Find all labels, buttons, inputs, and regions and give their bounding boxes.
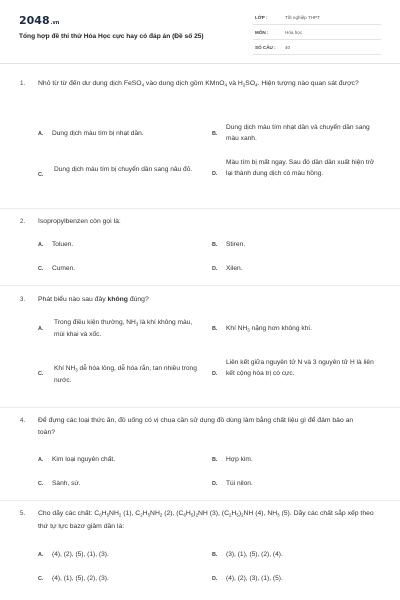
option-letter: D. <box>212 266 218 272</box>
question-number: 1. <box>20 80 26 87</box>
option-letter: A. <box>38 131 44 137</box>
question-divider <box>0 500 400 501</box>
meta-label: LỚP : <box>255 15 268 20</box>
option-text: Trong điều kiện thường, $NH_3$ là khí không màu, mùi khai và xốc. <box>54 319 193 338</box>
option-text: (3), (1), (5), (2), (4). <box>226 551 283 558</box>
meta-value: Hóa học <box>285 30 303 35</box>
option-text: Khí $NH_3$ dễ hóa lỏng, dễ hóa rắn, tan nhiều trong nước. <box>54 365 197 384</box>
option-text: Kim loại nguyên chất. <box>52 456 116 463</box>
option-letter: A. <box>38 552 44 558</box>
option-letter: C. <box>38 576 44 582</box>
question-number: 3. <box>20 296 26 303</box>
question-text: Nhỏ từ từ đến dư dung dịch FeSO$_4$ vào dung dịch gồm KMnO$_4$ và $H_2SO_4$. Hiện tượng nào quan sát được? <box>38 80 359 88</box>
question-divider <box>0 407 400 408</box>
question-divider <box>0 285 400 286</box>
option-letter: B. <box>212 457 218 463</box>
meta-label: SỐ CÂU : <box>255 45 276 50</box>
option-text: Túi nilon. <box>226 480 253 487</box>
option-text: Dung dịch màu tím nhạt dần và chuyển dần sang màu xanh. <box>226 124 370 142</box>
question-text: Isopropylbenzen còn gọi là: <box>38 218 121 225</box>
option-text: (4), (2), (3), (1), (5). <box>226 575 283 582</box>
option-text: Cumen. <box>52 265 76 272</box>
header-divider <box>0 63 400 64</box>
question-divider <box>0 208 400 209</box>
meta-row-subject <box>253 27 381 40</box>
document-title: Tổng hợp đề thi thử Hóa Học cực hay có đáp án (Đề số 25) <box>19 33 204 40</box>
option-text: Xilen. <box>226 265 243 272</box>
option-letter: B. <box>212 131 218 137</box>
option-text: Liên kết giữa nguyên tử N và 3 nguyên tử H là liên kết cộng hóa trị có cực. <box>226 359 374 377</box>
option-letter: C. <box>38 371 44 377</box>
option-text: Hợp kim. <box>226 456 253 463</box>
option-letter: B. <box>212 552 218 558</box>
question-text: Cho dãy các chất: $C_6H_5NH_2$ (1), $C_2H_5NH_2$ (2), $(C_6H_5)_2NH$ (3), $(C_2H_5)_2NH$ (4), $NH_3$ (5). Dãy các chất sắp xếp theo thứ tự lực bazơ giảm dần là: <box>38 510 374 530</box>
question-number: 4. <box>20 417 26 424</box>
site-logo[interactable]: 2048.vn <box>19 14 60 27</box>
option-text: Dung dịch màu tím bị chuyển dần sang nâu đỏ. <box>54 166 193 173</box>
question-number: 2. <box>20 218 26 225</box>
option-text: Khí $NH_3$ nặng hơn không khí. <box>226 325 312 333</box>
option-text: Toluen. <box>52 241 74 248</box>
meta-label: MÔN : <box>255 30 269 35</box>
option-text: Màu tím bị mất ngay. Sau đó dần dần xuất hiện trở lại thành dung dịch có màu hồng. <box>226 159 375 177</box>
option-text: Dung dịch màu tím bị nhạt dần. <box>52 130 144 137</box>
option-letter: A. <box>38 457 44 463</box>
option-letter: D. <box>212 171 218 177</box>
option-letter: A. <box>38 326 44 332</box>
option-text: (4), (2), (5), (1), (3). <box>52 551 109 558</box>
question-number: 5. <box>20 510 26 517</box>
option-text: Stiren. <box>226 241 246 248</box>
option-letter: C. <box>38 481 44 487</box>
meta-value: 40 <box>285 45 291 50</box>
option-letter: D. <box>212 576 218 582</box>
document-header <box>0 0 400 80</box>
option-text: Sành, sứ. <box>52 480 81 487</box>
option-letter: C. <box>38 266 44 272</box>
meta-row-count <box>253 42 381 55</box>
question-text: Để đựng các loại thức ăn, đồ uống có vị chua cần sử dụng đồ dùng làm bằng chất liệu gì để đảm bảo an toàn? <box>38 417 354 436</box>
option-text: (4), (1), (5), (2), (3). <box>52 575 109 582</box>
option-letter: A. <box>38 242 44 248</box>
meta-value: Tốt nghiệp THPT <box>285 15 320 20</box>
question-text: Phát biểu nào sau đây không đúng? <box>38 296 149 303</box>
option-letter: B. <box>212 326 218 332</box>
option-letter: C. <box>38 172 44 178</box>
option-letter: B. <box>212 242 218 248</box>
option-letter: D. <box>212 481 218 487</box>
option-letter: D. <box>212 371 218 377</box>
meta-row-grade <box>253 12 381 25</box>
